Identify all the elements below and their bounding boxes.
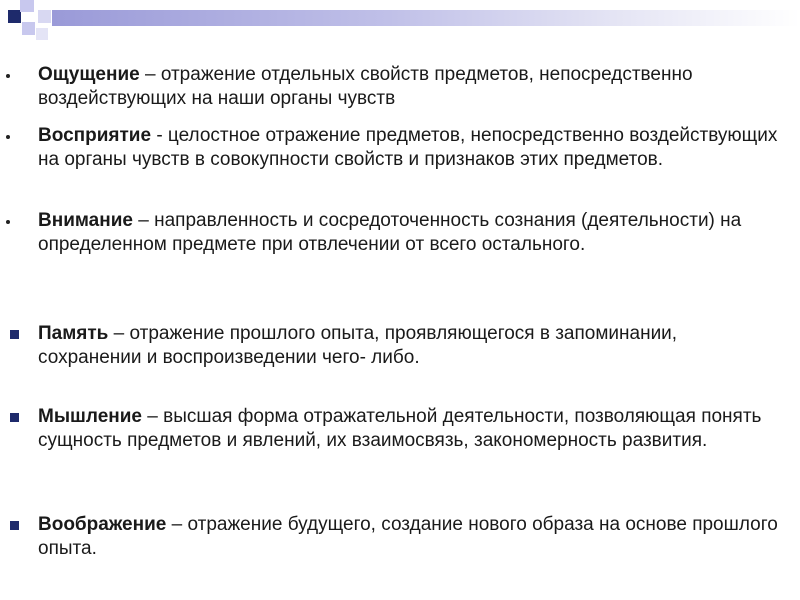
term: Ощущение xyxy=(38,64,140,85)
definition: – направленность и сосредоточенность сознания (деятельности) на определенном предмете при отвлечении от всего остального. xyxy=(38,210,742,255)
bullet-dot-icon xyxy=(6,220,10,224)
bullet-dot-icon xyxy=(6,135,10,139)
term: Восприятие xyxy=(38,125,152,146)
term: Мышление xyxy=(38,406,142,427)
decor-square-light xyxy=(36,28,48,40)
definition: – отражение прошлого опыта, проявляющегося в запоминании, сохранении и воспроизведении чего- либо. xyxy=(38,323,678,368)
bullet-square-icon xyxy=(10,521,19,530)
list-item-attention xyxy=(38,209,778,257)
decor-square-light xyxy=(20,0,34,12)
list-item-thinking xyxy=(38,405,778,453)
term: Память xyxy=(38,323,109,344)
definition: – отражение отдельных свойств предметов, непосредственно воздействующих на наши органы чувств xyxy=(38,64,693,109)
list-item-sensation xyxy=(38,63,778,111)
term: Внимание xyxy=(38,210,133,231)
list-item-perception xyxy=(38,124,778,172)
decor-square-light xyxy=(38,10,51,23)
list-item-memory xyxy=(38,322,778,370)
definition: – высшая форма отражательной деятельности, позволяющая понять сущность предметов и явлений, их взаимосвязь, закономерность развития. xyxy=(38,406,762,451)
term: Воображение xyxy=(38,514,167,535)
bullet-square-icon xyxy=(10,330,19,339)
bullet-square-icon xyxy=(10,413,19,422)
definition: - целостное отражение предметов, непосредственно воздействующих на органы чувств в совокупности свойств и признаков этих предметов. xyxy=(38,125,778,170)
definition: – отражение будущего, создание нового образа на основе прошлого опыта. xyxy=(38,514,778,559)
header-decoration xyxy=(0,0,800,50)
list-item-imagination xyxy=(38,513,778,561)
bullet-dot-icon xyxy=(6,74,10,78)
header-gradient-bar xyxy=(52,10,800,26)
decor-square-light xyxy=(22,22,35,35)
